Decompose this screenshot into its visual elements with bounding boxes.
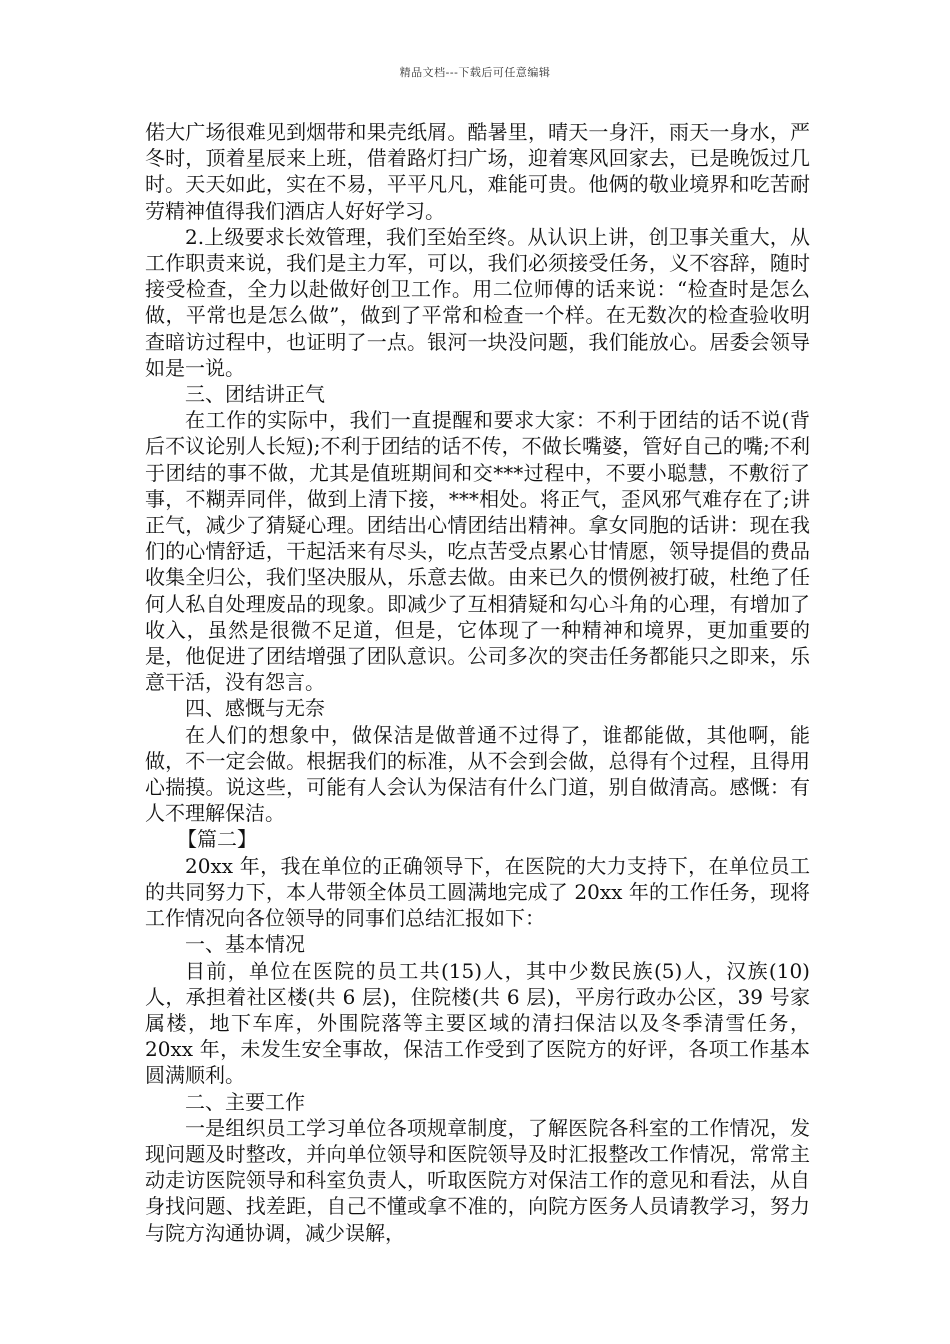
page-header: 精品文档---下载后可任意编辑 xyxy=(399,66,551,79)
paragraph-long-term-management: 2.上级要求长效管理，我们至始至终。从认识上讲，创卫事关重大，从工作职责来说，我们是主力军，可以，我们必须接受任务，义不容辞，随时接受检查，全力以赴做好创卫工作。用二位师傅的话来说：“检查时是怎么做，平常也是怎么做”，做到了平常和检查一个样。在无数次的检查验收明查暗访过程中，也证明了一点。银河一块没问题，我们能放心。居委会领导如是一说。 xyxy=(145,224,810,380)
paragraph-main-work: 一是组织员工学习单位各项规章制度，了解医院各科室的工作情况，发现问题及时整改，并向单位领导和医院领导及时汇报整改工作情况，常常主动走访医院领导和科室负责人，听取医院方对保洁工作的意见和看法，从自身找问题、找差距，自己不懂或拿不准的，向院方医务人员请教学习，努力与院方沟通协调，减少误解， xyxy=(145,1115,810,1245)
paragraph-unity: 在工作的实际中，我们一直提醒和要求大家：不利于团结的话不说(背后不议论别人长短);不利于团结的话不传，不做长嘴婆，管好自己的嘴;不利于团结的事不做，尤其是值班期间和交***过程中，不要小聪慧，不敷衍了事，不糊弄同伴，做到上清下接，***相处。将正气，歪风邪气难存在了;讲正气，减少了猜疑心理。团结出心情团结出精神。拿女同胞的话讲：现在我们的心情舒适，干起活来有尽头，吃点苦受点累心甘情愿，领导提倡的费品收集全归公，我们坚决服从，乐意去做。由来已久的惯例被打破，杜绝了任何人私自处理废品的现象。即减少了互相猜疑和勾心斗角的心理，有增加了收入，虽然是很微不足道，但是，它体现了一种精神和境界，更加重要的是，他促进了团结增强了团队意识。公司多次的突击任务都能只之即来，乐意干活，没有怨言。 xyxy=(145,408,810,695)
section-heading-reflection: 四、感慨与无奈 xyxy=(185,696,325,721)
document-body xyxy=(145,119,810,1246)
section-heading-basic-situation: 一、基本情况 xyxy=(185,932,305,957)
paragraph-reflection: 在人们的想象中，做保洁是做普通不过得了，谁都能做，其他啊，能做，不一定会做。根据我们的标准，从不会到会做，总得有个过程，且得用心揣摸。说这些，可能有人会认为保洁有什么门道，别自做清高。感慨：有人不理解保洁。 xyxy=(145,722,810,826)
paragraph-basic-situation: 目前，单位在医院的员工共(15)人，其中少数民族(5)人，汉族(10)人，承担着社区楼(共 6 层)，住院楼(共 6 层)，平房行政办公区，39 号家属楼，地下车库，外围院落等主要区域的清扫保洁以及冬季清雪任务，20xx 年，未发生安全事故，保洁工作受到了医院方的好评，各项工作基本圆满顺利。 xyxy=(145,958,810,1088)
part-two-heading: 【篇二】 xyxy=(177,827,257,852)
paragraph-year-summary: 20xx 年，我在单位的正确领导下，在医院的大力支持下，在单位员工的共同努力下，本人带领全体员工圆满地完成了 20xx 年的工作任务，现将工作情况向各位领导的同事们总结汇报如下： xyxy=(145,853,810,931)
section-heading-unity: 三、团结讲正气 xyxy=(185,382,325,407)
paragraph-continuation: 偌大广场很难见到烟带和果壳纸屑。酷暑里，晴天一身汗，雨天一身水，严冬时，顶着星辰来上班，借着路灯扫广场，迎着寒风回家去，已是晚饭过几时。天天如此，实在不易，平平凡凡，难能可贵。他俩的敬业境界和吃苦耐劳精神值得我们酒店人好好学习。 xyxy=(145,120,810,223)
section-heading-main-work: 二、主要工作 xyxy=(185,1089,305,1114)
